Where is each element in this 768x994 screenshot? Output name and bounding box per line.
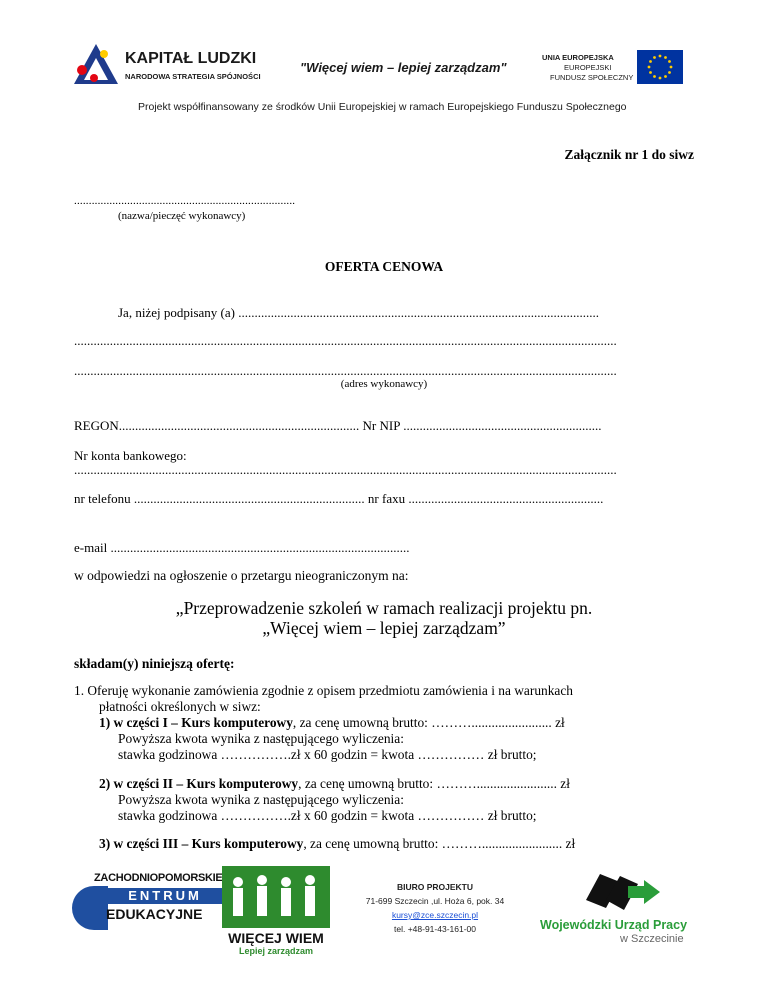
project-note: Projekt współfinansowany ze środków Unii Europejskiej w ramach Europejskiego Funduszu Społecznego bbox=[138, 101, 627, 113]
ww-title: WIĘCEJ WIEM bbox=[228, 930, 324, 946]
part-2-number: 2) bbox=[99, 776, 111, 791]
tender-title bbox=[0, 598, 768, 638]
address-line-2: ....................................................................................................................................................................... bbox=[74, 363, 617, 378]
part-3-number: 3) bbox=[99, 836, 111, 851]
regon-nip-line: REGON.......................................................................... Nr NIP ............................................................. bbox=[74, 418, 602, 433]
zce-c-shape-icon bbox=[72, 886, 108, 930]
address-line-1: ....................................................................................................................................................................... bbox=[74, 333, 617, 348]
part-1-title: w części I – Kurs komputerowy bbox=[113, 715, 293, 730]
wiecej-wiem-logo bbox=[222, 866, 330, 956]
part-3-line bbox=[99, 836, 575, 852]
eu-line3: FUNDUSZ SPOŁECZNY bbox=[550, 73, 634, 82]
project-office bbox=[340, 880, 530, 936]
phone-fax-line: nr telefonu ....................................................................... nr faxu ............................................................ bbox=[74, 491, 604, 506]
tender-title-line1: „Przeprowadzenie szkoleń w ramach realizacji projektu pn. bbox=[175, 598, 593, 618]
zce-line1: ZACHODNIOPOMORSKIE bbox=[94, 872, 223, 884]
email-line: e-mail ............................................................................................ bbox=[74, 540, 410, 555]
wup-logo-icon bbox=[582, 870, 662, 914]
biuro-email-link[interactable]: kursy@zce.szczecin.pl bbox=[391, 910, 479, 920]
zce-line2: ENTRUM bbox=[106, 888, 224, 904]
kl-subtitle: NARODOWA STRATEGIA SPÓJNOŚCI bbox=[125, 72, 261, 81]
wup-line1: Wojewódzki Urząd Pracy bbox=[540, 918, 688, 932]
people-group-icon bbox=[222, 866, 330, 928]
project-motto: "Więcej wiem – lepiej zarządzam" bbox=[300, 60, 507, 75]
eu-label bbox=[542, 53, 633, 83]
part-1-rate: stawka godzinowa …………….zł x 60 godzin = kwota …………… zł brutto; bbox=[118, 747, 537, 762]
ww-subtitle: Lepiej zarządzam bbox=[238, 946, 314, 956]
point1-line-a: 1. Oferuję wykonanie zamówienia zgodnie z opisem przedmiotu zamówienia i na warunkach bbox=[74, 683, 573, 698]
wup-line2: w Szczecinie bbox=[620, 933, 684, 945]
part-3-title: w części III – Kurs komputerowy bbox=[113, 836, 304, 851]
part-1-price: , za cenę umowną brutto: ………........................ zł bbox=[292, 715, 565, 730]
attachment-label: Załącznik nr 1 do siwz bbox=[564, 147, 694, 162]
submit-line: składam(y) niniejszą ofertę: bbox=[74, 656, 235, 671]
document-title: OFERTA CENOWA bbox=[324, 259, 444, 274]
zce-logo bbox=[72, 872, 224, 934]
biuro-title: BIURO PROJEKTU bbox=[396, 882, 474, 892]
bank-dots: ....................................................................................................................................................................... bbox=[74, 462, 617, 477]
address-label: (adres wykonawcy) bbox=[340, 378, 428, 390]
tender-title-line2: „Więcej wiem – lepiej zarządzam” bbox=[262, 618, 506, 638]
contractor-label: (nazwa/pieczęć wykonawcy) bbox=[118, 210, 246, 222]
part-2-price: , za cenę umowną brutto: ………........................ zł bbox=[298, 776, 570, 791]
kapital-ludzki-logo-icon bbox=[70, 40, 122, 90]
biuro-address: 71-699 Szczecin ,ul. Hoża 6, pok. 34 bbox=[365, 896, 505, 906]
eu-line1: UNIA EUROPEJSKA bbox=[542, 53, 614, 62]
zce-line3: EDUKACYJNE bbox=[106, 906, 203, 922]
part-3-price: , za cenę umowną brutto: ………........................ zł bbox=[303, 836, 576, 851]
part-1-line bbox=[99, 715, 565, 731]
kl-title: KAPITAŁ LUDZKI bbox=[125, 50, 257, 67]
biuro-phone: tel. +48-91-43-161-00 bbox=[394, 924, 476, 934]
part-2-title: w części II – Kurs komputerowy bbox=[113, 776, 299, 791]
eu-flag-icon bbox=[637, 50, 683, 84]
part-2-calc: Powyższa kwota wynika z następującego wyliczenia: bbox=[118, 792, 404, 807]
response-line: w odpowiedzi na ogłoszenie o przetargu nieograniczonym na: bbox=[74, 568, 409, 583]
signer-line: Ja, niżej podpisany (a) ............................................................................................................... bbox=[118, 305, 599, 320]
point1-line-b: płatności określonych w siwz: bbox=[99, 699, 261, 714]
eu-line2: EUROPEJSKI bbox=[564, 63, 612, 72]
contractor-dots: ........................................................................... bbox=[74, 195, 296, 207]
part-2-rate: stawka godzinowa …………….zł x 60 godzin = kwota …………… zł brutto; bbox=[118, 808, 537, 823]
part-1-number: 1) bbox=[99, 715, 111, 730]
part-2-line bbox=[99, 776, 570, 792]
bank-label: Nr konta bankowego: bbox=[74, 448, 187, 463]
part-1-calc: Powyższa kwota wynika z następującego wyliczenia: bbox=[118, 731, 404, 746]
